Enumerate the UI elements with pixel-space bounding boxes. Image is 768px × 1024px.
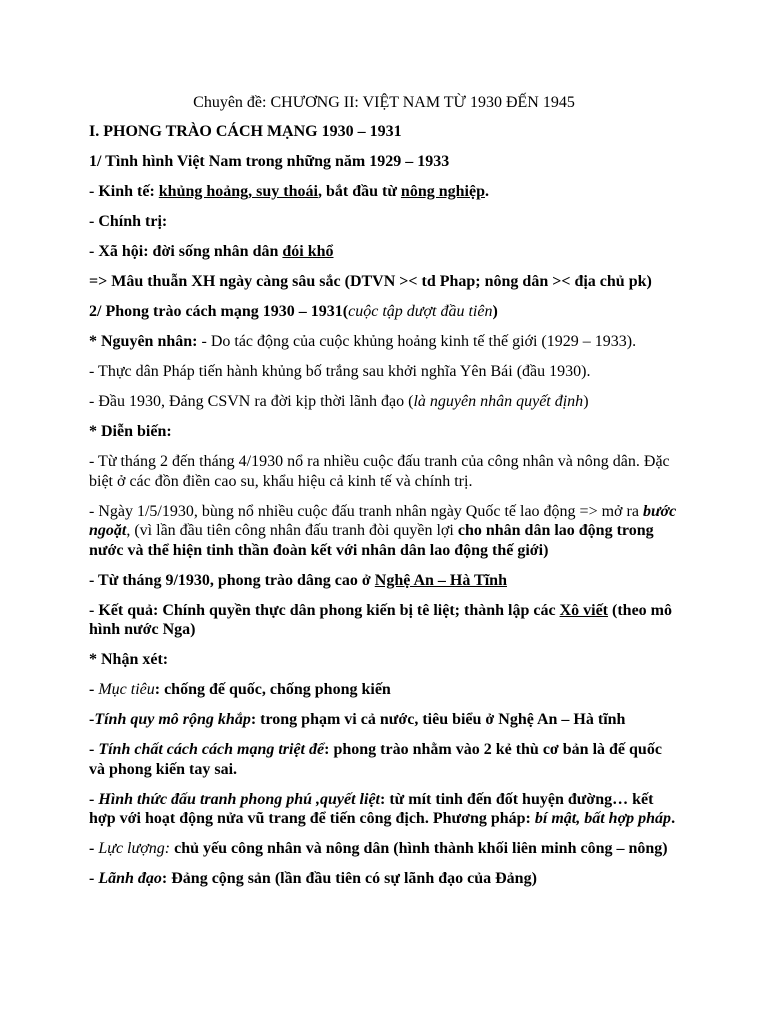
event-2-line: - Ngày 1/5/1930, bùng nổ nhiều cuộc đấu tranh nhân ngày Quốc tế lao động => mở ra bước ngoặt, (vì lần đầu tiên công nhân đấu tranh đòi quyền lợi cho nhân dân lao động trong nước và thể hiện tinh thần đoàn kết với nhân dân lao động thế giới) bbox=[89, 502, 677, 559]
remarks-label: * Nhận xét: bbox=[89, 651, 169, 668]
result-line: - Kết quả: Chính quyền thực dân phong kiến bị tê liệt; thành lập các Xô viết (theo mô hình nước Nga) bbox=[89, 601, 672, 638]
economy-line: - Kinh tế: khủng hoảng, suy thoái, bắt đầu từ nông nghiệp. bbox=[89, 183, 489, 200]
section-heading: I. PHONG TRÀO CÁCH MẠNG 1930 – 1931 bbox=[89, 123, 402, 140]
document-title: Chuyên đề: CHƯƠNG II: VIỆT NAM TỪ 1930 ĐẾN 1945 bbox=[193, 94, 575, 111]
conflict-line: => Mâu thuẫn XH ngày càng sâu sắc (DTVN >< td Phap; nông dân >< địa chủ pk) bbox=[89, 273, 652, 290]
goal-line: - Mục tiêu: chống đế quốc, chống phong kiến bbox=[89, 681, 391, 698]
subsection-heading-2: 2/ Phong trào cách mạng 1930 – 1931(cuộc tập dượt đầu tiên) bbox=[89, 303, 498, 320]
event-1-line: - Từ tháng 2 đến tháng 4/1930 nổ ra nhiều cuộc đấu tranh của công nhân và nông dân. Đặc biệt ở các đồn điền cao su, khẩu hiệu cả kinh tế và chính trị. bbox=[89, 453, 670, 490]
subsection-heading-1: 1/ Tình hình Việt Nam trong những năm 1929 – 1933 bbox=[89, 153, 450, 170]
politics-line: - Chính trị: bbox=[89, 213, 168, 230]
society-line: - Xã hội: đời sống nhân dân đói khổ bbox=[89, 243, 334, 260]
event-3-line: - Từ tháng 9/1930, phong trào dâng cao ở Nghệ An – Hà Tĩnh bbox=[89, 571, 507, 589]
leadership-line: - Lãnh đạo: Đảng cộng sản (lần đầu tiên có sự lãnh đạo của Đảng) bbox=[89, 870, 537, 887]
cause-2-line: - Thực dân Pháp tiến hành khủng bố trắng sau khởi nghĩa Yên Bái (đầu 1930). bbox=[89, 363, 591, 380]
forms-line: - Hình thức đấu tranh phong phú ,quyết liệt: từ mít tinh đến đốt huyện đường… kết hợp với hoạt động nửa vũ trang để tiến công địch. Phương pháp: bí mật, bất hợp pháp. bbox=[89, 790, 676, 827]
document-body bbox=[89, 122, 679, 899]
forces-line: - Lực lượng: chủ yếu công nhân và nông dân (hình thành khối liên minh công – nông) bbox=[89, 840, 668, 857]
causes-line: * Nguyên nhân: - Do tác động của cuộc khủng hoảng kinh tế thế giới (1929 – 1933). bbox=[89, 333, 637, 350]
nature-line: - Tính chất cách cách mạng triệt để: phong trào nhằm vào 2 kẻ thù cơ bản là đế quốc và phong kiến tay sai. bbox=[89, 741, 662, 778]
scope-line: -Tính quy mô rộng khắp: trong phạm vi cả nước, tiêu biểu ở Nghệ An – Hà tĩnh bbox=[89, 711, 626, 728]
events-label: * Diễn biến: bbox=[89, 423, 172, 440]
cause-3-line: - Đầu 1930, Đảng CSVN ra đời kịp thời lãnh đạo (là nguyên nhân quyết định) bbox=[89, 393, 589, 410]
